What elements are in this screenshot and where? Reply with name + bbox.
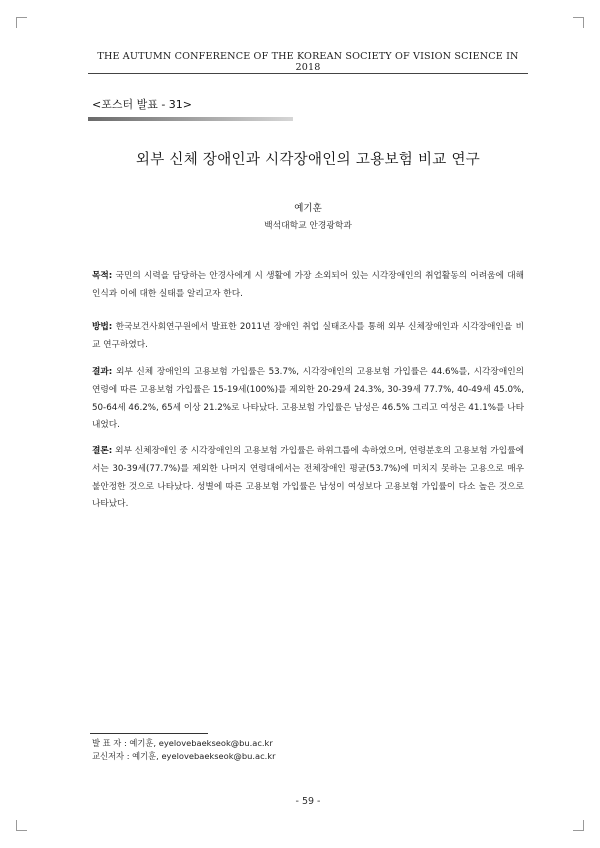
section-label: 목적:	[92, 271, 113, 281]
author-affiliation: 백석대학교 안경광학과	[264, 221, 352, 231]
section-conclusion	[92, 443, 524, 514]
section-method	[92, 319, 524, 355]
author-name: 예기훈	[294, 203, 322, 214]
poster-label-bar	[88, 117, 293, 121]
section-text: 외부 신체장애인 중 시각장애인의 고용보험 가입률은 하위그룹에 속하였으며, 연령분호의 고용보험 가입률에서는 30-39세(77.7%)를 제외한 나머지 연령대에서는 전체장애인 평균(53.7%)에 미치지 못하는 고용으로 매우 불안정한 것으로 나타났다. 성별에 따른 고용보험 가입률은 남성이 여성보다 고용보험 가입률이 다소 높은 것으로 나타났다.	[92, 446, 524, 510]
paper-title: 외부 신체 장애인과 시각장애인의 고용보험 비교 연구	[135, 152, 481, 168]
poster-label: <포스터 발표 - 31>	[92, 98, 193, 111]
conference-header: THE AUTUMN CONFERENCE OF THE KOREAN SOCIETY OF VISION SCIENCE IN 2018	[97, 51, 519, 73]
crop-mark-top-right	[573, 17, 584, 28]
footnote-corresponding-author: 교신저자 : 예기훈, eyelovebaekseok@bu.ac.kr	[92, 751, 276, 761]
section-text: 국민의 시력을 담당하는 안경사에게 시 생활에 가장 소외되어 있는 시각장애인의 취업활동의 어려움에 대해 인식과 이에 대한 실태를 알리고자 한다.	[92, 271, 524, 299]
footnote-rule	[90, 733, 208, 734]
section-results	[92, 364, 524, 435]
section-label: 결론:	[92, 446, 113, 456]
section-label: 결과:	[92, 367, 113, 377]
section-purpose	[92, 268, 524, 304]
crop-mark-bottom-right	[573, 820, 584, 831]
section-label: 방법:	[92, 322, 113, 332]
header-rule	[88, 73, 528, 74]
page-number: - 59 -	[295, 796, 321, 807]
crop-mark-top-left	[16, 17, 27, 28]
footnote-presenter: 발 표 자 : 예기훈, eyelovebaekseok@bu.ac.kr	[92, 738, 273, 748]
section-text: 외부 신체 장애인의 고용보험 가입률은 53.7%, 시각장애인의 고용보험 가입률은 44.6%를, 시각장애인의 연령에 따른 고용보험 가입률은 15-19세(100%)를 제외한 20-29세 24.3%, 30-39세 77.7%, 40-49세 45.0%, 50-64세 46.2%, 65세 이상 21.2%로 나타났다. 고용보험 가입률은 남성은 46.5% 그리고 여성은 41.1%를 나타내었다.	[92, 367, 524, 431]
crop-mark-bottom-left	[16, 820, 27, 831]
section-text: 한국보건사회연구원에서 발표한 2011년 장애인 취업 실태조사를 통해 외부 신체장애인과 시각장애인을 비교 연구하였다.	[92, 322, 524, 350]
